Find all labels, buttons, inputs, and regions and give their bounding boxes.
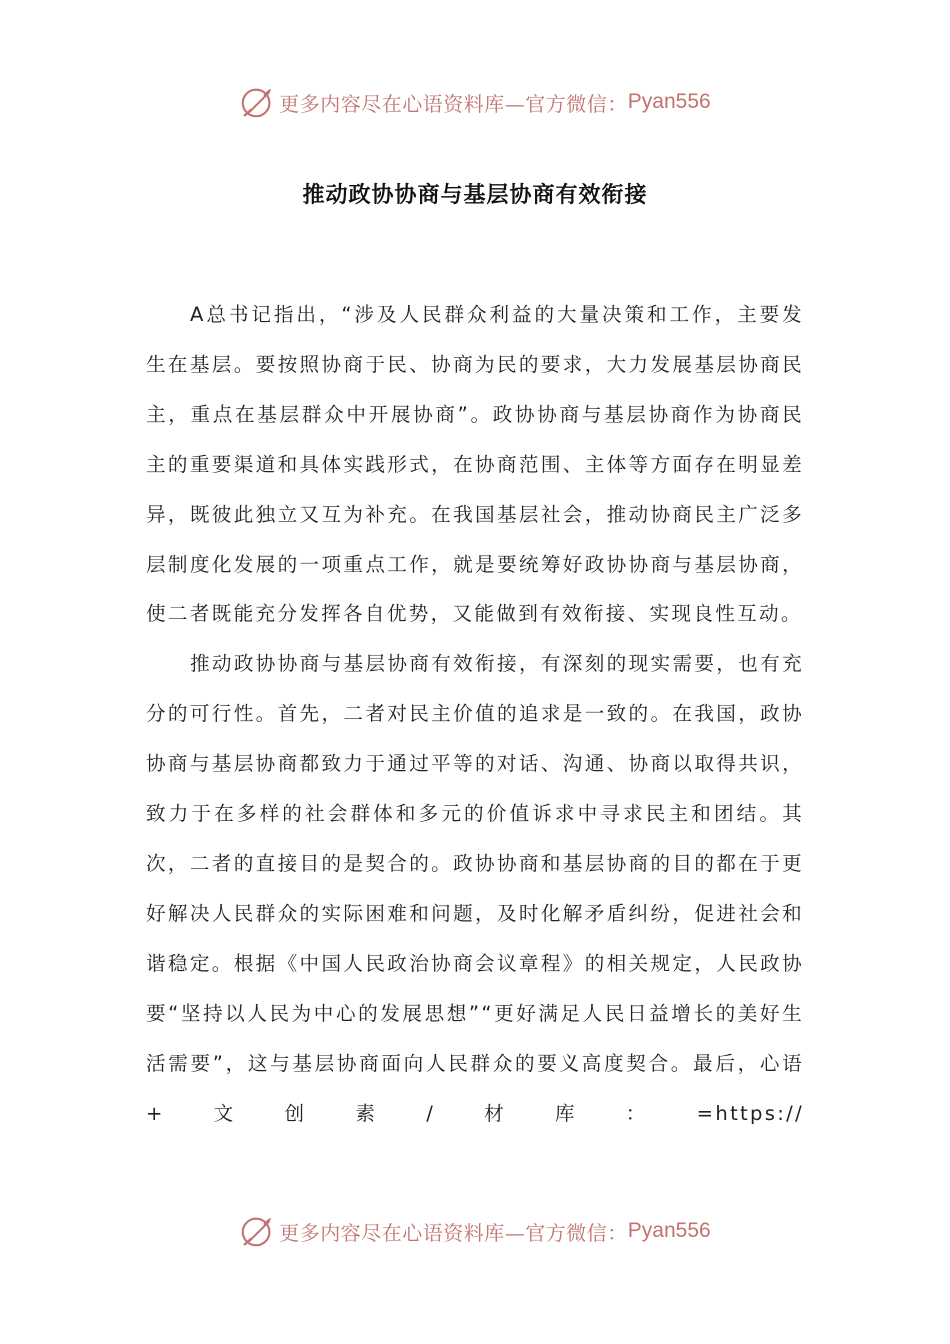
footer-banner: [0, 1209, 950, 1253]
wechat-id: Pyan556: [627, 90, 711, 113]
article-title: 推动政协协商与基层协商有效衔接: [302, 182, 648, 208]
banner-text: 更多内容尽在心语资料库—官方微信：: [279, 1220, 628, 1245]
wechat-id: Pyan556: [627, 1219, 711, 1242]
article-body: [146, 290, 804, 1138]
header-banner: [0, 80, 950, 124]
quill-pen-seal-icon: [239, 1212, 277, 1250]
paragraph-1: A总书记指出，“涉及人民群众利益的大量决策和工作，主要发生在基层。要按照协商于民、协商为民的要求，大力发展基层协商民主，重点在基层群众中开展协商”。政协协商与基层协商作为协商民主的重要渠道和具体实践形式，在协商范围、主体等方面存在明显差异，既彼此独立又互为补充。在我国基层社会，推动协商民主广泛多层制度化发展的一项重点工作，就是要统筹好政协协商与基层协商，使二者既能充分发挥各自优势，又能做到有效衔接、实现良性互动。: [146, 303, 804, 626]
paragraph-2: 推动政协协商与基层协商有效衔接，有深刻的现实需要，也有充分的可行性。首先，二者对民主价值的追求是一致的。在我国，政协协商与基层协商都致力于通过平等的对话、沟通、协商以取得共识，致力于在多样的社会群体和多元的价值诉求中寻求民主和团结。其次，二者的直接目的是契合的。政协协商和基层协商的目的都在于更好解决人民群众的实际困难和问题，及时化解矛盾纠纷，促进社会和谐稳定。根据《中国人民政治协商会议章程》的相关规定，人民政协要“坚持以人民为中心的发展思想”“更好满足人民日益增长的美好生活需要”，这与基层协商面向人民群众的要义高度契合。最后，心语+文创素/材库：=https://: [146, 652, 804, 1125]
banner-text: 更多内容尽在心语资料库—官方微信：: [279, 91, 628, 116]
quill-pen-seal-icon: [239, 83, 277, 121]
